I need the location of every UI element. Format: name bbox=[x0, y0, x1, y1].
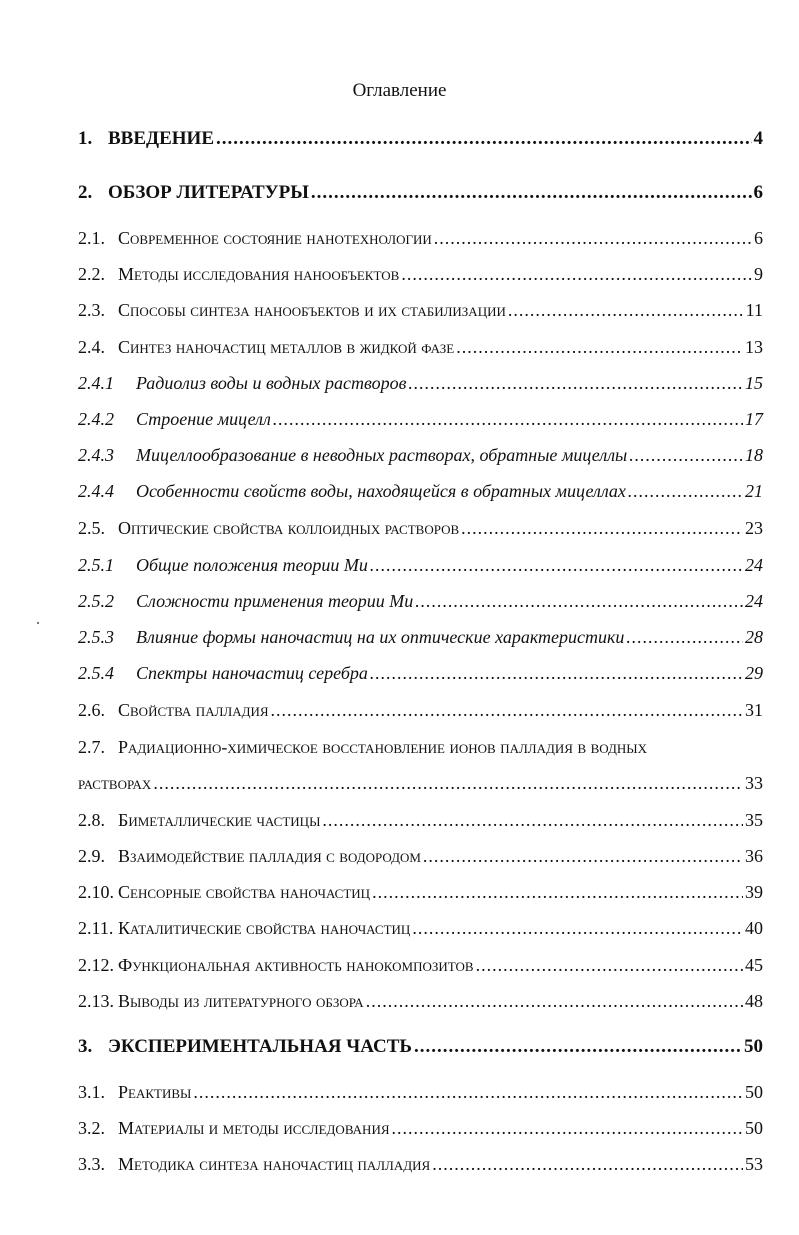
dot-leader bbox=[414, 1036, 742, 1058]
dot-leader bbox=[626, 627, 743, 648]
entry-page: 36 bbox=[745, 846, 763, 866]
entry-number: 2.5.4 bbox=[78, 663, 114, 683]
entry-number: 2.4.4 bbox=[78, 481, 114, 501]
dot-leader bbox=[629, 445, 743, 466]
entry-number: 2.9. bbox=[78, 846, 105, 866]
toc-entry[interactable] bbox=[78, 591, 763, 612]
toc-entry[interactable] bbox=[78, 991, 763, 1012]
entry-title: Выводы из литературного обзора bbox=[118, 991, 364, 1011]
dot-leader bbox=[271, 700, 743, 721]
entry-page: 6 bbox=[754, 228, 763, 248]
entry-number: 3.2. bbox=[78, 1118, 105, 1138]
entry-page: 33 bbox=[745, 773, 763, 793]
toc-entry[interactable] bbox=[78, 1118, 763, 1139]
dot-leader bbox=[216, 128, 752, 150]
toc-entry[interactable] bbox=[78, 409, 763, 430]
entry-page: 53 bbox=[745, 1154, 763, 1174]
toc-entry[interactable] bbox=[78, 264, 763, 285]
dot-leader bbox=[628, 481, 743, 502]
entry-page: 50 bbox=[745, 1082, 763, 1102]
entry-number: 2.13. bbox=[78, 991, 114, 1011]
entry-number: 2.5. bbox=[78, 518, 105, 538]
entry-number: 2.8. bbox=[78, 810, 105, 830]
entry-number: 2.1. bbox=[78, 228, 105, 248]
entry-page: 50 bbox=[745, 1118, 763, 1138]
dot-leader bbox=[432, 1154, 743, 1175]
entry-title: Мицеллообразование в неводных растворах, обратные мицеллы bbox=[136, 445, 628, 465]
entry-title: Методы исследования нанообъектов bbox=[118, 264, 400, 284]
entry-number: 2.3. bbox=[78, 300, 105, 320]
entry-title: Общие положения теории Ми bbox=[136, 555, 368, 575]
dot-leader bbox=[508, 300, 744, 321]
entry-page: 6 bbox=[753, 182, 763, 203]
dot-leader bbox=[423, 846, 743, 867]
entry-title: Методика синтеза наночастиц палладия bbox=[118, 1154, 431, 1174]
entry-number: 2.6. bbox=[78, 700, 105, 720]
entry-number: 2.12. bbox=[78, 955, 114, 975]
dot-leader bbox=[392, 1118, 743, 1139]
entry-page: 24 bbox=[745, 555, 763, 575]
entry-page: 13 bbox=[745, 337, 763, 357]
dot-leader bbox=[415, 591, 743, 612]
entry-title: ЭКСПЕРИМЕНТАЛЬНАЯ ЧАСТЬ bbox=[108, 1036, 412, 1057]
entry-page: 45 bbox=[745, 955, 763, 975]
entry-number: 2.5.2 bbox=[78, 591, 114, 611]
entry-title: Способы синтеза нанообъектов и их стабилизации bbox=[118, 300, 506, 320]
entry-number: 2.4.2 bbox=[78, 409, 114, 429]
entry-number: 2.4.3 bbox=[78, 445, 114, 465]
dot-leader bbox=[273, 409, 743, 430]
toc-entry[interactable] bbox=[78, 300, 763, 321]
page-title: Оглавление bbox=[352, 80, 447, 101]
entry-page: 28 bbox=[745, 627, 763, 647]
dot-leader bbox=[461, 518, 743, 539]
entry-page: 48 bbox=[745, 991, 763, 1011]
dot-leader bbox=[456, 337, 743, 358]
toc-entry[interactable] bbox=[78, 128, 763, 150]
toc-entry[interactable] bbox=[78, 182, 763, 204]
toc-entry[interactable] bbox=[78, 1154, 763, 1175]
toc-entry[interactable] bbox=[78, 955, 763, 976]
entry-number: 2.5.3 bbox=[78, 627, 114, 647]
entry-page: 4 bbox=[753, 128, 763, 149]
dot-leader bbox=[153, 773, 743, 794]
entry-title: Реактивы bbox=[118, 1082, 192, 1102]
toc-entry[interactable] bbox=[78, 518, 763, 539]
entry-page: 21 bbox=[745, 481, 763, 501]
entry-title: Особенности свойств воды, находящейся в обратных мицеллах bbox=[136, 481, 626, 501]
entry-title: Современное состояние нанотехнологии bbox=[118, 228, 432, 248]
toc-entry[interactable] bbox=[78, 882, 763, 903]
toc-entry[interactable] bbox=[78, 918, 763, 939]
entry-page: 31 bbox=[745, 700, 763, 720]
entry-title: Взаимодействие палладия с водородом bbox=[118, 846, 421, 866]
toc-entry[interactable] bbox=[78, 846, 763, 867]
entry-number: 2.4.1 bbox=[78, 373, 114, 393]
entry-title: Радиолиз воды и водных растворов bbox=[136, 373, 407, 393]
toc-entry-continuation[interactable] bbox=[78, 773, 763, 794]
entry-number: 3.1. bbox=[78, 1082, 105, 1102]
entry-page: 29 bbox=[745, 663, 763, 683]
entry-title-continued: растворах bbox=[78, 773, 152, 793]
entry-number: 2.10. bbox=[78, 882, 114, 902]
entry-title: Биметаллические частицы bbox=[118, 810, 321, 830]
entry-page: 17 bbox=[745, 409, 763, 429]
entry-title: Каталитические свойства наночастиц bbox=[118, 918, 411, 938]
dot-leader bbox=[311, 182, 752, 204]
entry-page: 39 bbox=[745, 882, 763, 902]
entry-title: Свойства палладия bbox=[118, 700, 269, 720]
scan-speck bbox=[37, 622, 39, 624]
entry-title: Строение мицелл bbox=[136, 409, 271, 429]
dot-leader bbox=[193, 1082, 743, 1103]
dot-leader bbox=[372, 882, 743, 903]
dot-leader bbox=[370, 555, 743, 576]
toc-entry[interactable] bbox=[78, 481, 763, 502]
entry-page: 40 bbox=[745, 918, 763, 938]
dot-leader bbox=[370, 663, 743, 684]
entry-title: Материалы и методы исследования bbox=[118, 1118, 390, 1138]
dot-leader bbox=[434, 228, 752, 249]
entry-number: 3.3. bbox=[78, 1154, 105, 1174]
toc-entry[interactable] bbox=[78, 373, 763, 394]
toc-entry[interactable] bbox=[78, 663, 763, 684]
entry-page: 11 bbox=[745, 300, 763, 320]
entry-number: 2.4. bbox=[78, 337, 105, 357]
toc-entry[interactable] bbox=[78, 737, 763, 758]
toc-entry[interactable] bbox=[78, 810, 763, 831]
entry-page: 23 bbox=[745, 518, 763, 538]
entry-title: Функциональная активность нанокомпозитов bbox=[118, 955, 474, 975]
entry-number: 3. bbox=[78, 1036, 93, 1057]
entry-title: Сложности применения теории Ми bbox=[136, 591, 414, 611]
toc-entry[interactable] bbox=[78, 627, 763, 648]
dot-leader bbox=[322, 810, 743, 831]
entry-page: 50 bbox=[744, 1036, 763, 1057]
entry-title: ОБЗОР ЛИТЕРАТУРЫ bbox=[108, 182, 309, 203]
dot-leader bbox=[366, 991, 743, 1012]
entry-page: 35 bbox=[745, 810, 763, 830]
dot-leader bbox=[476, 955, 743, 976]
toc-entry[interactable] bbox=[78, 228, 763, 249]
toc-entry[interactable] bbox=[78, 1036, 763, 1058]
toc-entry[interactable] bbox=[78, 1082, 763, 1103]
entry-number: 2. bbox=[78, 182, 93, 203]
toc-entry[interactable] bbox=[78, 555, 763, 576]
entry-page: 24 bbox=[745, 591, 763, 611]
entry-number: 2.5.1 bbox=[78, 555, 114, 575]
dot-leader bbox=[408, 373, 743, 394]
entry-page: 18 bbox=[745, 445, 763, 465]
toc-entry[interactable] bbox=[78, 700, 763, 721]
entry-page: 9 bbox=[754, 264, 763, 284]
toc-entry[interactable] bbox=[78, 337, 763, 358]
entry-title: Радиационно-химическое восстановление ионов палладия в водных bbox=[118, 737, 648, 757]
entry-number: 2.11. bbox=[78, 918, 114, 938]
entry-number: 2.7. bbox=[78, 737, 105, 757]
entry-title: ВВЕДЕНИЕ bbox=[108, 128, 214, 149]
entry-title: Синтез наночастиц металлов в жидкой фазе bbox=[118, 337, 455, 357]
entry-title: Оптические свойства коллоидных растворов bbox=[118, 518, 460, 538]
entry-title: Сенсорные свойства наночастиц bbox=[118, 882, 371, 902]
entry-title: Спектры наночастиц серебра bbox=[136, 663, 368, 683]
entry-page: 15 bbox=[745, 373, 763, 393]
entry-title: Влияние формы наночастиц на их оптические характеристики bbox=[136, 627, 625, 647]
dot-leader bbox=[412, 918, 743, 939]
entry-number: 2.2. bbox=[78, 264, 105, 284]
entry-number: 1. bbox=[78, 128, 93, 149]
dot-leader bbox=[401, 264, 752, 285]
toc-entry[interactable] bbox=[78, 445, 763, 466]
